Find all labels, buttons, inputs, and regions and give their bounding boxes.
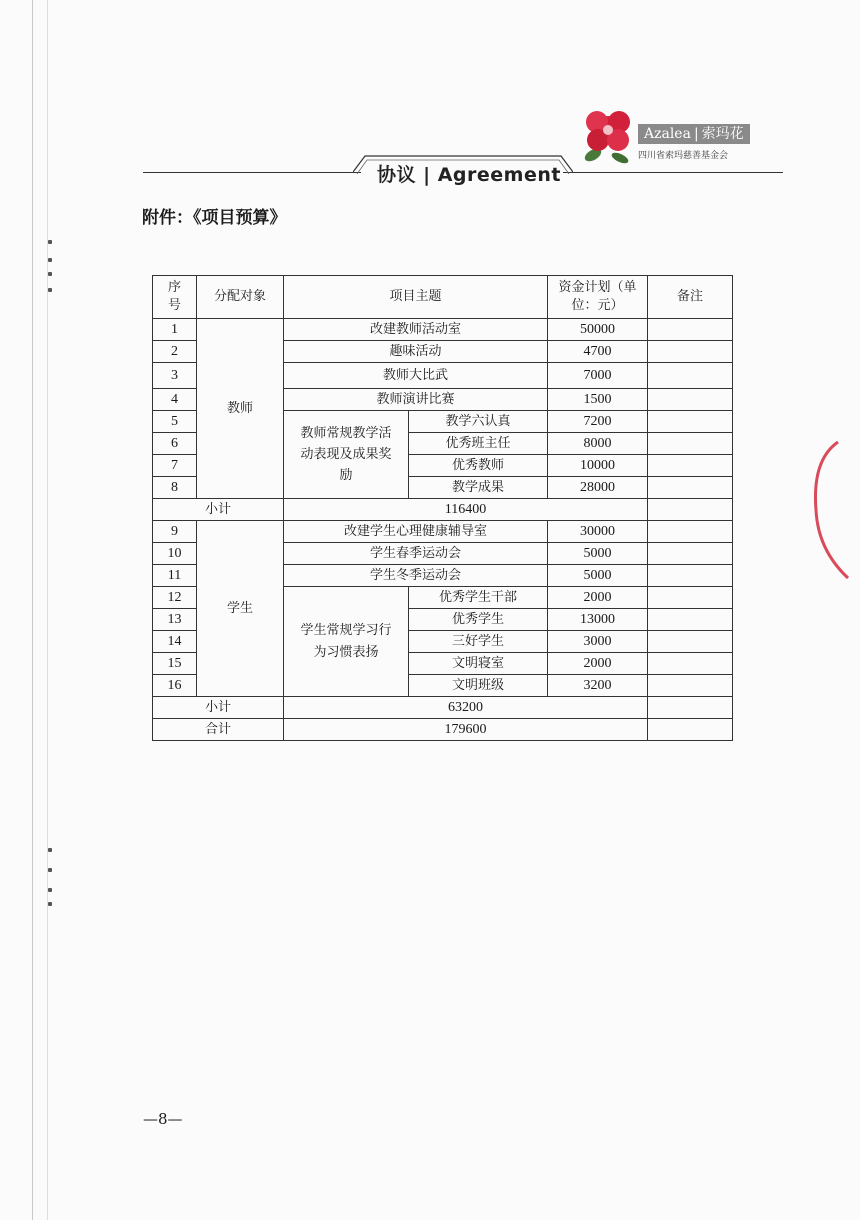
total-label: 合计 xyxy=(153,719,284,741)
table-row xyxy=(153,319,733,341)
row-topic: 优秀教师 xyxy=(409,455,548,477)
foundation-name: 四川省索玛慈善基金会 xyxy=(638,151,729,161)
row-seq: 15 xyxy=(153,653,197,675)
header-topic: 项目主题 xyxy=(284,276,548,319)
row-note xyxy=(648,389,733,411)
table-header-row xyxy=(153,276,733,319)
row-note xyxy=(648,363,733,389)
row-amount: 10000 xyxy=(548,455,648,477)
row-note xyxy=(648,719,733,741)
row-note xyxy=(648,341,733,363)
row-seq: 13 xyxy=(153,609,197,631)
row-topic: 教学成果 xyxy=(409,477,548,499)
row-note xyxy=(648,653,733,675)
brand-en: Azalea xyxy=(644,126,691,142)
header-rule-left xyxy=(143,172,361,173)
row-topic: 趣味活动 xyxy=(284,341,548,363)
row-note xyxy=(648,319,733,341)
grand-total-row xyxy=(153,719,733,741)
header-seq: 序号 xyxy=(153,276,197,319)
row-seq: 5 xyxy=(153,411,197,433)
row-note xyxy=(648,521,733,543)
row-seq: 16 xyxy=(153,675,197,697)
row-note xyxy=(648,477,733,499)
binding-hole xyxy=(48,888,52,892)
row-amount: 50000 xyxy=(548,319,648,341)
student-subtotal-row xyxy=(153,697,733,719)
row-topic: 优秀学生 xyxy=(409,609,548,631)
binding-hole xyxy=(48,240,52,244)
row-note xyxy=(648,675,733,697)
row-note xyxy=(648,697,733,719)
subgroup-student: 学生常规学习行为习惯表扬 xyxy=(284,587,409,697)
row-seq: 14 xyxy=(153,631,197,653)
row-topic: 学生冬季运动会 xyxy=(284,565,548,587)
binding-hole xyxy=(48,868,52,872)
header-title: 协议 | Agreement xyxy=(377,164,561,186)
budget-table xyxy=(152,275,733,741)
table-row xyxy=(153,521,733,543)
brand-label: Azalea | 索玛花 xyxy=(638,124,750,144)
binding-hole xyxy=(48,288,52,292)
row-seq: 1 xyxy=(153,319,197,341)
row-amount: 13000 xyxy=(548,609,648,631)
red-seal-stamp xyxy=(808,440,852,580)
header-tab xyxy=(353,154,573,186)
row-seq: 10 xyxy=(153,543,197,565)
page-header xyxy=(143,150,783,190)
row-amount: 3000 xyxy=(548,631,648,653)
row-seq: 8 xyxy=(153,477,197,499)
row-amount: 2000 xyxy=(548,587,648,609)
row-note xyxy=(648,499,733,521)
attachment-title: 附件：《项目预算》 xyxy=(142,208,287,228)
row-note xyxy=(648,433,733,455)
row-seq: 2 xyxy=(153,341,197,363)
group-teacher: 教师 xyxy=(197,319,284,499)
row-note xyxy=(648,587,733,609)
row-seq: 4 xyxy=(153,389,197,411)
row-topic: 优秀学生干部 xyxy=(409,587,548,609)
row-topic: 优秀班主任 xyxy=(409,433,548,455)
row-topic: 教师演讲比赛 xyxy=(284,389,548,411)
binding-hole xyxy=(48,902,52,906)
row-topic: 学生春季运动会 xyxy=(284,543,548,565)
row-note xyxy=(648,543,733,565)
row-topic: 三好学生 xyxy=(409,631,548,653)
row-amount: 2000 xyxy=(548,653,648,675)
teacher-subtotal: 116400 xyxy=(284,499,648,521)
teacher-subtotal-row xyxy=(153,499,733,521)
row-amount: 3200 xyxy=(548,675,648,697)
binding-hole xyxy=(48,272,52,276)
row-seq: 9 xyxy=(153,521,197,543)
row-amount: 7200 xyxy=(548,411,648,433)
row-topic: 文明寝室 xyxy=(409,653,548,675)
row-note xyxy=(648,565,733,587)
header-target: 分配对象 xyxy=(197,276,284,319)
row-amount: 4700 xyxy=(548,341,648,363)
scan-edge-line xyxy=(32,0,33,1220)
row-seq: 11 xyxy=(153,565,197,587)
row-note xyxy=(648,411,733,433)
row-amount: 30000 xyxy=(548,521,648,543)
row-amount: 28000 xyxy=(548,477,648,499)
row-amount: 7000 xyxy=(548,363,648,389)
brand-cn: 索玛花 xyxy=(701,126,744,142)
row-topic: 教学六认真 xyxy=(409,411,548,433)
row-seq: 7 xyxy=(153,455,197,477)
header-fund: 资金计划（单位：元） xyxy=(548,276,648,319)
header-rule-right xyxy=(563,172,783,173)
row-note xyxy=(648,455,733,477)
row-amount: 1500 xyxy=(548,389,648,411)
header-note: 备注 xyxy=(648,276,733,319)
subtotal-label: 小计 xyxy=(153,499,284,521)
row-topic: 改建教师活动室 xyxy=(284,319,548,341)
row-amount: 5000 xyxy=(548,565,648,587)
row-amount: 8000 xyxy=(548,433,648,455)
row-topic: 教师大比武 xyxy=(284,363,548,389)
student-subtotal: 63200 xyxy=(284,697,648,719)
binding-hole xyxy=(48,258,52,262)
scan-edge-line xyxy=(47,0,48,1220)
row-seq: 3 xyxy=(153,363,197,389)
row-seq: 6 xyxy=(153,433,197,455)
row-note xyxy=(648,631,733,653)
group-student: 学生 xyxy=(197,521,284,697)
grand-total: 179600 xyxy=(284,719,648,741)
binding-hole xyxy=(48,848,52,852)
subtotal-label: 小计 xyxy=(153,697,284,719)
page-number: —8— xyxy=(143,1110,183,1128)
row-seq: 12 xyxy=(153,587,197,609)
row-note xyxy=(648,609,733,631)
row-topic: 文明班级 xyxy=(409,675,548,697)
row-amount: 5000 xyxy=(548,543,648,565)
row-topic: 改建学生心理健康辅导室 xyxy=(284,521,548,543)
subgroup-teacher: 教师常规教学活动表现及成果奖励 xyxy=(284,411,409,499)
